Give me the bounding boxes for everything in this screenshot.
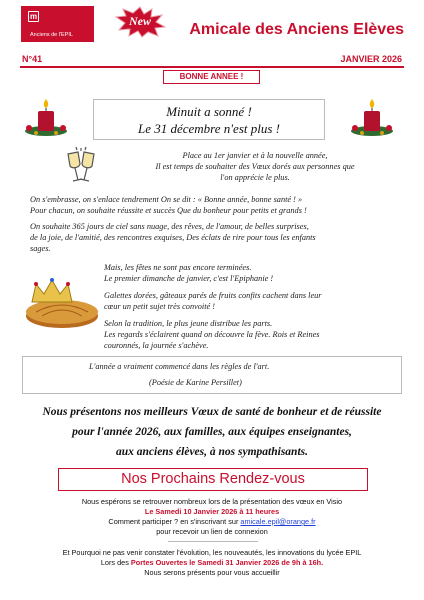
greeting-box bbox=[93, 99, 325, 140]
text-line: Selon la tradition, le plus jeune distribue les parts. bbox=[104, 319, 273, 328]
quote-credit: (Poésie de Karine Persillet) bbox=[149, 378, 242, 387]
text-line: Place au 1er janvier et à la nouvelle année, bbox=[182, 151, 328, 160]
text-line: de la joie, de l'amitié, des rencontres exquises, Des éclats de rire pour tous les enfants bbox=[30, 233, 316, 242]
text-line: cœur un petit sujet très convoité ! bbox=[104, 302, 216, 311]
champagne-glasses-icon bbox=[60, 146, 102, 188]
text-line: Pour chacun, on souhaite réussite et succès Que du bonheur pour petits et grands ! bbox=[30, 206, 307, 215]
wishes-message bbox=[22, 402, 402, 462]
rdv-line: Et Pourquoi ne pas venir constater l'évolution, les nouveautés, les innovations du lycée EPIL bbox=[62, 548, 362, 557]
text-line: Galettes dorées, gâteaux parés de fruits confits cachent dans leur bbox=[104, 291, 322, 300]
rdv-line: pour recevoir un lien de connexion bbox=[156, 527, 268, 536]
new-badge bbox=[114, 6, 166, 38]
open-house-prefix: Lors des bbox=[100, 558, 131, 567]
page-title: Amicale des Anciens Elèves bbox=[189, 21, 404, 38]
quote-box bbox=[22, 356, 402, 394]
open-house-date: Portes Ouvertes le Samedi 31 Janvier 2026 de 9h à 16h. bbox=[130, 558, 324, 567]
wishes-paragraph bbox=[30, 194, 402, 216]
text-line: l'on apprécie le plus. bbox=[220, 173, 290, 182]
greeting-line: Le 31 décembre n'est plus ! bbox=[137, 121, 281, 136]
logo-text: Anciens de l'EPIL bbox=[30, 32, 73, 38]
rendezvous-heading: Nos Prochains Rendez-vous bbox=[58, 468, 368, 491]
open-house-line bbox=[0, 558, 424, 568]
text-line: Mais, les fêtes ne sont pas encore terminées. bbox=[104, 263, 252, 272]
candle-wreath-icon bbox=[24, 97, 68, 137]
wishes-line: Nous présentons nos meilleurs Vœux de santé de bonheur et de réussite bbox=[42, 406, 382, 418]
issue-date: JANVIER 2026 bbox=[340, 54, 402, 64]
candle-wreath-icon bbox=[350, 97, 394, 137]
galette-crown-icon bbox=[22, 276, 100, 330]
epil-logo bbox=[21, 6, 94, 42]
text-line: sages. bbox=[30, 244, 51, 253]
rdv-line: Nous serons présents pour vous accueillir bbox=[144, 568, 280, 577]
header-divider bbox=[20, 66, 404, 68]
greeting-line: Minuit a sonné ! bbox=[166, 104, 252, 119]
intro-paragraph bbox=[110, 150, 400, 183]
text-line: couronnés, la journée s'achève. bbox=[104, 341, 209, 350]
signup-text: Comment participer ? en s'inscrivant sur bbox=[108, 517, 241, 526]
epiphanie-paragraph bbox=[104, 262, 404, 351]
text-line: Les regards s'éclairent quand on découvre la fève. Rois et Reines bbox=[104, 330, 320, 339]
section-divider bbox=[168, 541, 258, 542]
wishes-line: aux anciens élèves, à nos sympathisants. bbox=[115, 446, 308, 458]
quote-text: L'année a vraiment commencé dans les règles de l'art. bbox=[89, 362, 270, 371]
bonne-annee-banner: BONNE ANNEE ! bbox=[163, 70, 260, 84]
new-badge-label: New bbox=[129, 14, 151, 28]
text-line: On souhaite 365 jours de ciel sans nuage, des rêves, de l'amour, de belles surprises, bbox=[30, 222, 309, 231]
text-line: Le premier dimanche de janvier, c'est l'Epiphanie ! bbox=[104, 274, 274, 283]
email-link[interactable]: amicale.epil@orange.fr bbox=[240, 517, 316, 526]
hopes-paragraph bbox=[30, 221, 402, 254]
text-line: Il est temps de souhaiter des Vœux dorés aux personnes que bbox=[155, 162, 355, 171]
text-line: On s'embrasse, on s'enlace tendrement On se dit : « Bonne année, bonne santé ! » bbox=[30, 195, 303, 204]
issue-number: N°41 bbox=[22, 54, 43, 64]
wishes-line: pour l'année 2026, aux familles, aux équipes enseignantes, bbox=[72, 426, 352, 438]
visio-date: Le Samedi 10 Janvier 2026 à 11 heures bbox=[144, 507, 280, 516]
logo-monogram-icon: m bbox=[29, 12, 38, 21]
rdv-signup-line bbox=[0, 517, 424, 527]
rdv-line: Nous espérons se retrouver nombreux lors de la présentation des vœux en Visio bbox=[81, 497, 343, 506]
